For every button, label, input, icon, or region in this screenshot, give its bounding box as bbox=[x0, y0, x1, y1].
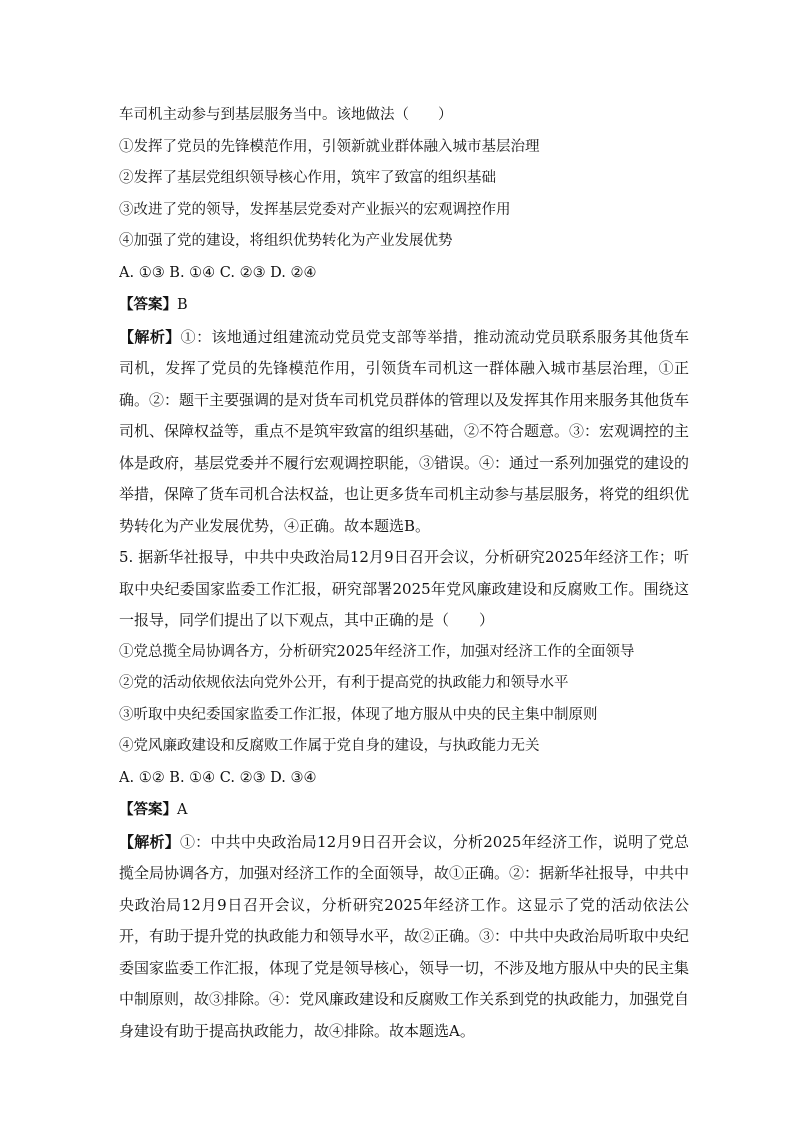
q4-stem-tail: 车司机主动参与到基层服务当中。该地做法（ ） bbox=[119, 107, 453, 123]
q5-answer-value: A bbox=[177, 802, 188, 818]
q4-answer bbox=[119, 289, 689, 322]
q5-option-2: ②党的活动依规依法向党外公开，有利于提高党的执政能力和领导水平 bbox=[119, 675, 569, 691]
q5-analysis bbox=[119, 827, 689, 1048]
q5-stem: 5. 据新华社报导，中共中央政治局12月9日召开会议，分析研究2025年经济工作；听取中央纪委国家监委工作汇报，研究部署2025年党风廉政建设和反腐败工作。围绕这一报导，同学们提出了以下观点，其中正确的是（ ） bbox=[119, 548, 689, 629]
q4-analysis-label: 【解析】 bbox=[119, 327, 181, 346]
q5-answer-label: 【答案】 bbox=[119, 801, 177, 818]
q4-analysis-text: ①：该地通过组建流动党员党支部等举措，推动流动党员联系服务其他货车司机，发挥了党员的先锋模范作用，引领货车司机这一群体融入城市基层治理，①正确。②：题干主要强调的是对货车司机党员群体的管理以及发挥其作用来服务其他货车司机、保障权益等，重点不是筑牢致富的组织基础，②不符合题意。③：宏观调控的主体是政府，基层党委并不履行宏观调控职能，③错误。④：通过一系列加强党的建设的举措，保障了货车司机合法权益，也让更多货车司机主动参与基层服务，将党的组织优势转化为产业发展优势，④正确。故本题选B。 bbox=[119, 327, 690, 535]
document-page bbox=[119, 100, 689, 1047]
q4-option-4: ④加强了党的建设，将组织优势转化为产业发展优势 bbox=[119, 233, 453, 249]
q4-option-2: ②发挥了基层党组织领导核心作用，筑牢了致富的组织基础 bbox=[119, 170, 496, 186]
q5-answer bbox=[119, 794, 689, 827]
q5-option-3: ③听取中央纪委国家监委工作汇报，体现了地方服从中央的民主集中制原则 bbox=[119, 706, 598, 723]
q4-analysis bbox=[119, 322, 689, 543]
q5-analysis-text: ①：中共中央政治局12月9日召开会议，分析2025年经济工作，说明了党总揽全局协调各方，加强对经济工作的全面领导，故①正确。②：据新华社报导，中共中央政治局12月9日召开会议，分析研究2025年经济工作。这显示了党的活动依法公开，有助于提升党的执政能力和领导水平，故②正确。③：中共中央政治局听取中央纪委国家监委工作汇报，体现了党是领导核心，领导一切，不涉及地方服从中央的民主集中制原则，故③排除。④：党风廉政建设和反腐败工作关系到党的执政能力，加强党自身建设有助于提高执政能力，故④排除。故本题选A。 bbox=[119, 832, 690, 1040]
q4-option-3: ③改进了党的领导，发挥基层党委对产业振兴的宏观调控作用 bbox=[119, 201, 511, 218]
q4-option-1: ①发挥了党员的先锋模范作用，引领新就业群体融入城市基层治理 bbox=[119, 138, 540, 155]
q5-analysis-label: 【解析】 bbox=[119, 832, 180, 851]
q4-answer-value: B bbox=[177, 297, 188, 313]
q5-choices: A. ①② B. ①④ C. ②③ D. ③④ bbox=[119, 769, 317, 786]
q4-choices: A. ①③ B. ①④ C. ②③ D. ②④ bbox=[119, 264, 317, 281]
q5-option-1: ①党总揽全局协调各方，分析研究2025年经济工作，加强对经济工作的全面领导 bbox=[119, 643, 635, 660]
q5-option-4: ④党风廉政建设和反腐败工作属于党自身的建设，与执政能力无关 bbox=[119, 738, 540, 754]
q4-answer-label: 【答案】 bbox=[119, 296, 177, 313]
